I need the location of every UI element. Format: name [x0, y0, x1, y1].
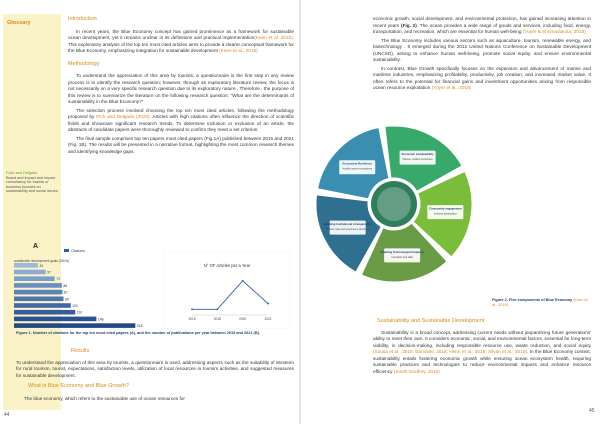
diagram-text-0: Policies, laws and governance structures	[326, 228, 370, 232]
blue-economy-paragraph: The blue economy, which refers to the sustainable use of ocean resources for	[24, 395, 185, 401]
bar-9	[14, 323, 135, 328]
diagram-title-3: Community engagement	[429, 206, 462, 211]
glossary-term: Push and Delgado	[6, 171, 38, 175]
left-page	[0, 0, 299, 424]
diagram-label-box-2	[400, 151, 436, 165]
diagram-text-3: Inclusive participation	[433, 212, 457, 216]
methodology-heading: Methodology	[68, 60, 100, 67]
chart-b-tick-3: 2021	[264, 317, 272, 321]
page-number-left: 44	[4, 412, 10, 418]
method-paragraph-2: The selection process involved choosing the top ten most cited articles, following the methodology proposed by Pich and Delgado (2023). Articles with high citations often influence the direction of scientific fields and showcase significant research trends. To determine inclusion or exclusion of an article, the abstracts of candidate papers were thoroughly reviewed to confirm they meet a set criterion.	[68, 107, 294, 132]
bar-1	[14, 270, 46, 275]
left-column	[68, 16, 294, 157]
chart-b-tick-0: 2015	[188, 317, 196, 321]
page-number-right: 45	[589, 408, 595, 414]
bar-value-6: 102	[72, 304, 78, 308]
diagram-text-2: Diverse, resilient economies	[402, 158, 433, 162]
bar-value-5: 89	[65, 297, 69, 302]
figure-2-caption: Figure 2. Five components of Blue Economy (Keen et al., 2018)	[492, 298, 588, 307]
diagram-label-box-4	[380, 248, 424, 262]
diagram-label-box-1	[339, 160, 375, 174]
sustainability-paragraph: Sustainability is a broad concept, addressing current needs without jeopardizing future generations' ability to meet their own. It considers economic, social, and environmental factors, essential for long-term viability, in decision-making, including responsible resource use, waste reduction, and social equity (Sousa et al., 2018; Barnaski, 2018; Henn et al., 2018; Silvan et al., 2015). In the Blue Economy context, sustainability entails fostering economic growth while ensuring ocean ecosystem health, requiring sustainable practices and technologies to reduce environmental impacts and enhance resource efficiency (Smith-Godfrey, 2016)	[373, 329, 591, 374]
chart-b-point-2	[242, 280, 244, 282]
bar-value-1: 57	[47, 270, 52, 275]
blue-economy-components-diagram	[314, 118, 474, 290]
chart-b-point-0	[191, 308, 193, 310]
diagram-title-4: Enabling Technological Capacity	[380, 249, 424, 254]
sustainability-heading: Sustainability and Sustainable Development	[377, 318, 485, 324]
bar-value-8: 148	[97, 317, 104, 322]
bar-value-4: 87	[63, 290, 68, 295]
bar-6	[14, 303, 71, 308]
glossary-title: Glossary	[7, 20, 31, 26]
sustainability-section	[373, 318, 591, 377]
diagram-text-1: Healthy marine ecosystems	[342, 167, 372, 171]
intro-paragraph: In recent years, the Blue Economy concept has gained prominence as a framework for sustainable ocean development, yet it remains unclear in its definitions and practical implementation(Keen et al. 2018). This exploratory analysis of the top ten most cited articles aims to provide a clearer conceptual framework for the Blue Economy, emphasizing integration for sustainable development (Keen et al., 2018)	[68, 28, 294, 53]
chart-b-point-3	[267, 303, 269, 305]
articles-per-year-chart	[164, 251, 290, 329]
bar-value-0: 43	[39, 263, 44, 268]
diagram-center-ring	[377, 187, 411, 221]
bar-value-9: 218	[136, 324, 143, 329]
results-section	[16, 348, 294, 404]
bar-category-0: sustainable development goals (SDGs)	[14, 258, 70, 263]
glossary-definition: Brand and impact and impact consultancy for brands or business focused on sustainability and social issues.	[6, 176, 59, 194]
bar-value-7: 110	[76, 310, 83, 315]
diagram-label-box-3	[427, 205, 463, 219]
bar-0	[14, 263, 38, 268]
legend-label: Citations	[71, 249, 85, 253]
bar-7	[14, 310, 75, 315]
results-paragraph: To understand the appreciation of this area by tourists, a questionnaire is used, addressing aspects such as the suitability of Mosteiro for rural tourism, tourist, expectations, satisfaction levels, utilization of local resources in tourism activities, and suggested measures for sustainable development.	[16, 359, 294, 378]
chart-b-tick-2: 2020	[239, 317, 247, 321]
bar-8	[14, 317, 96, 322]
chart-b-tick-1: 2018	[213, 317, 221, 321]
right-top-column	[373, 16, 591, 94]
figure-1-caption: Figure 1. Number of citations for the top ten most cited papers (A), and the number of publications per year between 2015 and 2021 (B).	[16, 331, 260, 335]
diagram-title-1: Ecosystem Resilience	[342, 161, 372, 166]
chart-b-title: N° OF Articles per a Year	[203, 263, 251, 268]
diagram-label-box-0	[324, 221, 373, 235]
diagram-title-2: Economic sustainability	[401, 152, 434, 157]
diagram-title-0: Enabling Institutional Arrangements	[323, 222, 372, 227]
bar-3	[14, 283, 62, 288]
right-paragraph-1: economic growth, social development, and environmental protection, has gained increasing attention in recent years (Fig. 2). The ocean provides a wide range of goods and services, including food, energy, transportation, and recreation, which are essential for human well-being (Voyer & Shrimadukota, 2018)	[373, 16, 591, 34]
bar-5	[14, 297, 64, 302]
bar-value-2: 73	[56, 277, 60, 282]
method-paragraph-1: To understand the appreciation of this area by tourists, a questionnaire is the first step in any review process is to identify the research question; however, through an exploratory literature review, the focus is not necessarily on a very specific research question due to its exploratory nature . Therefore , the purpose of this review is to summarize the literature on the following research question: "What are the determinants of sustainability in the Blue Economy?".	[68, 73, 294, 104]
chart-b-point-1	[216, 308, 218, 310]
right-paragraph-3: In contrast, Blue Growth specifically focuses on the expansion and advancement of marine and maritime industries, emphasizing profitability, productivity, job creation, and increased market value. It often refers to the potential for financial gains and investment opportunities arising from responsible ocean resource exploitation (Voyer et al., 2018)	[373, 65, 591, 90]
bar-value-3: 86	[63, 283, 68, 288]
intro-heading: Introduction	[68, 16, 97, 22]
bar-2	[14, 276, 55, 281]
bar-4	[14, 290, 62, 295]
right-paragraph-2: The Blue Economy includes various sectors such as aquaculture, tourism, renewable energy, and biotechnology . It emerged during the 2012 United Nations Conference on Sustainable Development (UNCSD), aiming to enhance human well-being, promote social equity, and ensure environmental sustainability.	[373, 37, 591, 62]
diagram-text-4: Innovation and skills	[391, 255, 413, 259]
legend-swatch	[64, 249, 69, 252]
method-paragraph-3: The final sample comprises top ten papers most cited papers (Fig.1A) published between 2015 and 2021 (Fig. 1B). The results will be presented in a narrative format, highlighting the most common research themes and identifying knowledge gaps.	[68, 135, 294, 154]
results-heading: Results	[71, 348, 90, 354]
citations-bar-chart	[8, 247, 156, 329]
figure-a-label: A	[33, 243, 39, 250]
what-is-blue-economy-heading: What is Blue Economy and Blue Growth?	[28, 383, 129, 389]
